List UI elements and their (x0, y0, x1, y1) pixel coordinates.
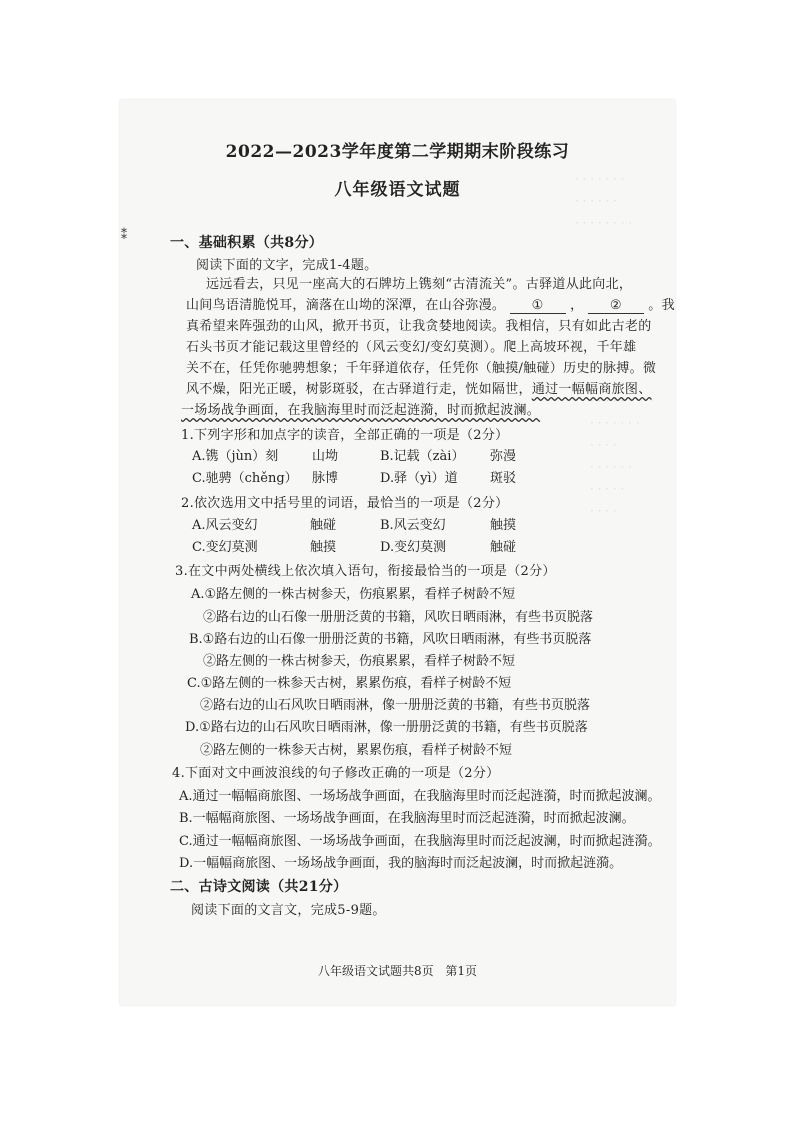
q1-option-d: D.驿（yì）道 (380, 471, 458, 486)
q3-option-c-1: C.①路左侧的一株参天古树，累累伤痕，看样子树龄不短 (187, 676, 512, 691)
q3-option-b-1: B.①路右边的山石像一册册泛黄的书籍，风吹日晒雨淋，有些书页脱落 (189, 632, 592, 647)
q1-option-c-word: 脉博 (312, 471, 339, 486)
footer-total-pages: 八年级语文试题共8页 (317, 964, 434, 978)
q3-option-a-2: ②路右边的山石像一册册泛黄的书籍，风吹日晒雨淋，有些书页脱落 (203, 610, 594, 625)
q3-option-b-2: ②路左侧的一株古树参天，伤痕累累，看样子树龄不短 (203, 654, 516, 669)
question-3-stem: 3.在文中两处横线上依次填入语句，衔接最恰当的一项是（2分） (175, 564, 556, 579)
q2-option-c-word: 触摸 (310, 540, 337, 555)
section-heading-1: 一、基础积累（共8分） (170, 235, 324, 251)
q4-option-d: D.一幅幅商旅图、一场场战争画面，我的脑海时而泛起波澜，时而掀起涟漪。 (179, 856, 623, 871)
q1-option-d-word: 斑驳 (490, 471, 517, 486)
passage-line-2-end: 。我 (648, 298, 675, 313)
q3-option-a-1: A.①路左侧的一株古树参天，伤痕累累，看样子树龄不短 (191, 587, 516, 602)
wavy-sentence-part-1: 通过一幅幅商旅图、 (531, 382, 652, 397)
passage-line-1: 远远看去，只见一座高大的石牌坊上镌刻“古清流关”。古驿道从此向北， (206, 277, 633, 292)
q2-option-b-word: 触摸 (490, 518, 517, 533)
q1-option-c: C.驰骋（chěng） (192, 471, 298, 486)
question-2-stem: 2.依次选用文中括号里的词语，最恰当的一项是（2分） (181, 496, 509, 511)
passage-line-6 (186, 378, 652, 397)
question-1-stem: 1.下列字形和加点字的读音，全部正确的一项是（2分） (181, 428, 509, 443)
blank-2: ② (588, 298, 644, 314)
q1-option-a-word: 山坳 (312, 449, 339, 464)
binding-mark: ⁑ (121, 228, 127, 242)
passage-line-4: 石头书页才能记载这里曾经的（风云变幻/变幻莫测）。爬上高坡环视，千年雄 (186, 340, 637, 355)
footer-page-number: 第1页 (445, 964, 478, 978)
passage-line-3: 真希望来阵强劲的山风，掀开书页，让我贪婪地阅读。我相信，只有如此古老的 (186, 319, 652, 334)
q3-option-d-1: D.①路右边的山石风吹日晒雨淋，像一册册泛黄的书籍，有些书页脱落 (185, 720, 588, 735)
q4-option-b: B.一幅幅商旅图、一场场战争画面，在我脑海里时而泛起涟漪，时而掀起波澜。 (179, 811, 635, 826)
question-4-stem: 4.下面对文中画波浪线的句子修改正确的一项是（2分） (172, 766, 500, 781)
q4-option-c: C.通过一幅幅商旅图、一场场战争画面，在我脑海里时而泛起波澜，时而掀起涟漪。 (179, 834, 661, 849)
page-title: 2022—2023学年度第二学期期末阶段练习 (225, 142, 570, 162)
wavy-sentence-part-2: 一场场战争画面，在我脑海里时而泛起涟漪，时而掀起波澜。 (181, 403, 541, 418)
q2-option-b: B.风云变幻 (380, 518, 446, 533)
page-footer (120, 962, 675, 979)
q1-option-b: B.记载（zài） (380, 449, 465, 464)
page-subtitle: 八年级语文试题 (334, 180, 461, 200)
section-instruction-2: 阅读下面的文言文，完成5-9题。 (191, 903, 386, 918)
bleed-through: · · · · · · · · · · · · · · · · · · · · · · · · · · · · · · · (590, 394, 640, 518)
passage-line-2-text: 山间鸟语清脆悦耳，滴落在山坳的深潭，在山谷弥漫。 (186, 298, 506, 313)
q3-option-c-2: ②路右边的山石风吹日晒雨淋，像一册册泛黄的书籍，有些书页脱落 (200, 698, 591, 713)
q4-option-a: A.通过一幅幅商旅图、一场场战争画面，在我脑海里时而泛起涟漪，时而掀起波澜。 (179, 789, 661, 804)
q1-option-b-word: 弥漫 (490, 449, 517, 464)
q2-option-c: C.变幻莫测 (192, 540, 258, 555)
passage-line-5: 关不在，任凭你驰骋想象；千年驿道依存，任凭你（触摸/触碰）历史的脉搏。微 (186, 361, 657, 376)
bleed-through: · · · · · · · · · · · · · · · · · · · · · (575, 172, 633, 230)
q2-option-a: A.风云变幻 (192, 518, 258, 533)
q2-option-d-word: 触碰 (490, 540, 517, 555)
blank-1: ① (510, 298, 566, 314)
q1-option-a: A.镌（jùn）刻 (192, 449, 279, 464)
passage-line-2: 山间鸟语清脆悦耳，滴落在山坳的深潭，在山谷弥漫。 ① ， ② 。我 (186, 298, 675, 313)
passage-line-6-text: 风不燥，阳光正暖，树影斑驳，在古驿道行走，恍如隔世， (186, 382, 532, 397)
q3-option-d-2: ②路左侧的一株参天古树，累累伤痕，看样子树龄不短 (200, 743, 513, 758)
section-instruction-1: 阅读下面的文字，完成1-4题。 (196, 258, 378, 273)
section-heading-2: 二、古诗文阅读（共21分） (170, 879, 348, 895)
q2-option-d: D.变幻莫测 (380, 540, 447, 555)
q2-option-a-word: 触碰 (310, 518, 337, 533)
